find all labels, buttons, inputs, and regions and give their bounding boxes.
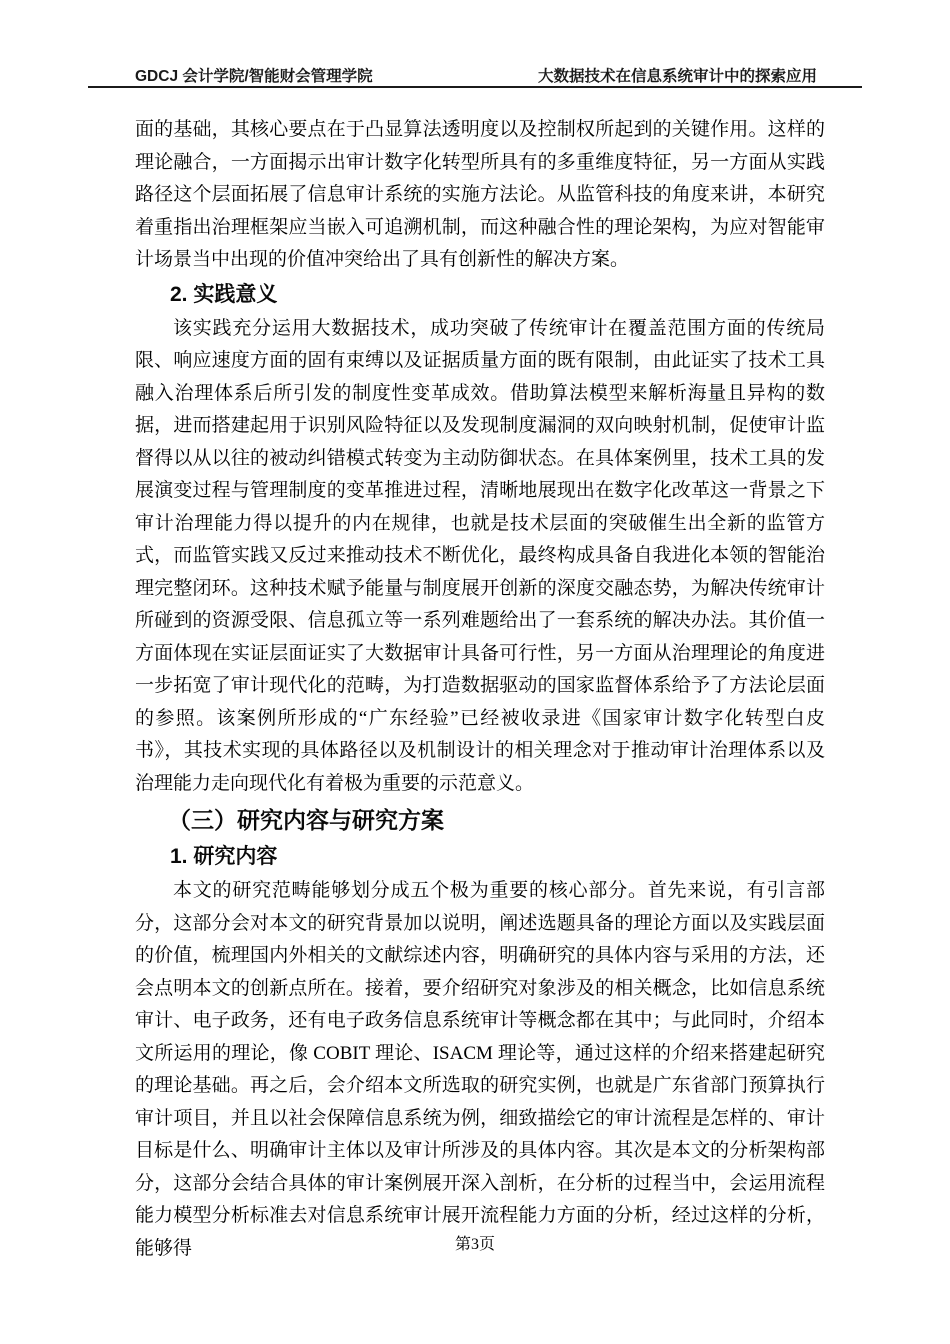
page-header — [135, 64, 817, 86]
heading-research-content: 1. 研究内容 — [170, 845, 278, 868]
paragraph-practical-significance: 该实践充分运用大数据技术，成功突破了传统审计在覆盖范围方面的传统局限、响应速度方面的固有束缚以及证据质量方面的既有限制，由此证实了技术工具融入治理体系后所引发的制度性变革成效。借助算法模型来解析海量且异构的数据，进而搭建起用于识别风险特征以及发现制度漏洞的双向映射机制，促使审计监督得以从以往的被动纠错模式转变为主动防御状态。在具体案例里，技术工具的发展演变过程与管理制度的变革推进过程，清晰地展现出在数字化改革这一背景之下审计治理能力得以提升的内在规律，也就是技术层面的突破催生出全新的监管方式，而监管实践又反过来推动技术不断优化，最终构成具备自我进化本领的智能治理完整闭环。这种技术赋予能量与制度展开创新的深度交融态势，为解决传统审计所碰到的资源受限、信息孤立等一系列难题给出了一套系统的解决办法。其价值一方面体现在实证层面证实了大数据审计具备可行性，另一方面从治理理论的角度进一步拓宽了审计现代化的范畴，为打造数据驱动的国家监督体系给予了方法论层面的参照。该案例所形成的“广东经验”已经被收录进《国家审计数字化转型白皮书》，其技术实现的具体路径以及机制设计的相关理念对于推动审计治理体系以及治理能力走向现代化有着极为重要的示范意义。 — [135, 317, 825, 794]
page-number: 第3页 — [454, 1236, 495, 1253]
header-divider-line — [88, 86, 862, 88]
header-right-title: 大数据技术在信息系统审计中的探索应用 — [537, 68, 817, 85]
header-left-institution: GDCJ 会计学院/智能财会管理学院 — [135, 68, 373, 85]
document-body — [135, 114, 825, 1265]
heading-practical-significance: 2. 实践意义 — [170, 282, 278, 306]
heading-section-three: （三）研究内容与研究方案 — [168, 807, 444, 833]
paragraph-theory-continuation: 面的基础，其核心要点在于凸显算法透明度以及控制权所起到的关键作用。这样的理论融合，一方面揭示出审计数字化转型所具有的多重维度特征，另一方面从实践路径这个层面拓展了信息审计系统的实施方法论。从监管科技的角度来讲，本研究着重指出治理框架应当嵌入可追溯机制，而这种融合性的理论架构，为应对智能审计场景当中出现的价值冲突给出了具有创新性的解决方案。 — [135, 119, 825, 270]
paragraph-research-content: 本文的研究范畴能够划分成五个极为重要的核心部分。首先来说，有引言部分，这部分会对本文的研究背景加以说明，阐述选题具备的理论方面以及实践层面的价值，梳理国内外相关的文献综述内容，明确研究的具体内容与采用的方法，还会点明本文的创新点所在。接着，要介绍研究对象涉及的相关概念，比如信息系统审计、电子政务，还有电子政务信息系统审计等概念都在其中；与此同时，介绍本文所运用的理论，像 COBIT 理论、ISACM 理论等，通过这样的介绍来搭建起研究的理论基础。再之后，会介绍本文所选取的研究实例，也就是广东省部门预算执行审计项目，并且以社会保障信息系统为例，细致描绘它的审计流程是怎样的、审计目标是什么、明确审计主体以及审计所涉及的具体内容。其次是本文的分析架构部分，这部分会结合具体的审计案例展开深入剖析，在分析的过程当中，会运用流程能力模型分析标准去对信息系统审计展开流程能力方面的分析，经过这样的分析，能够得 — [135, 880, 825, 1259]
